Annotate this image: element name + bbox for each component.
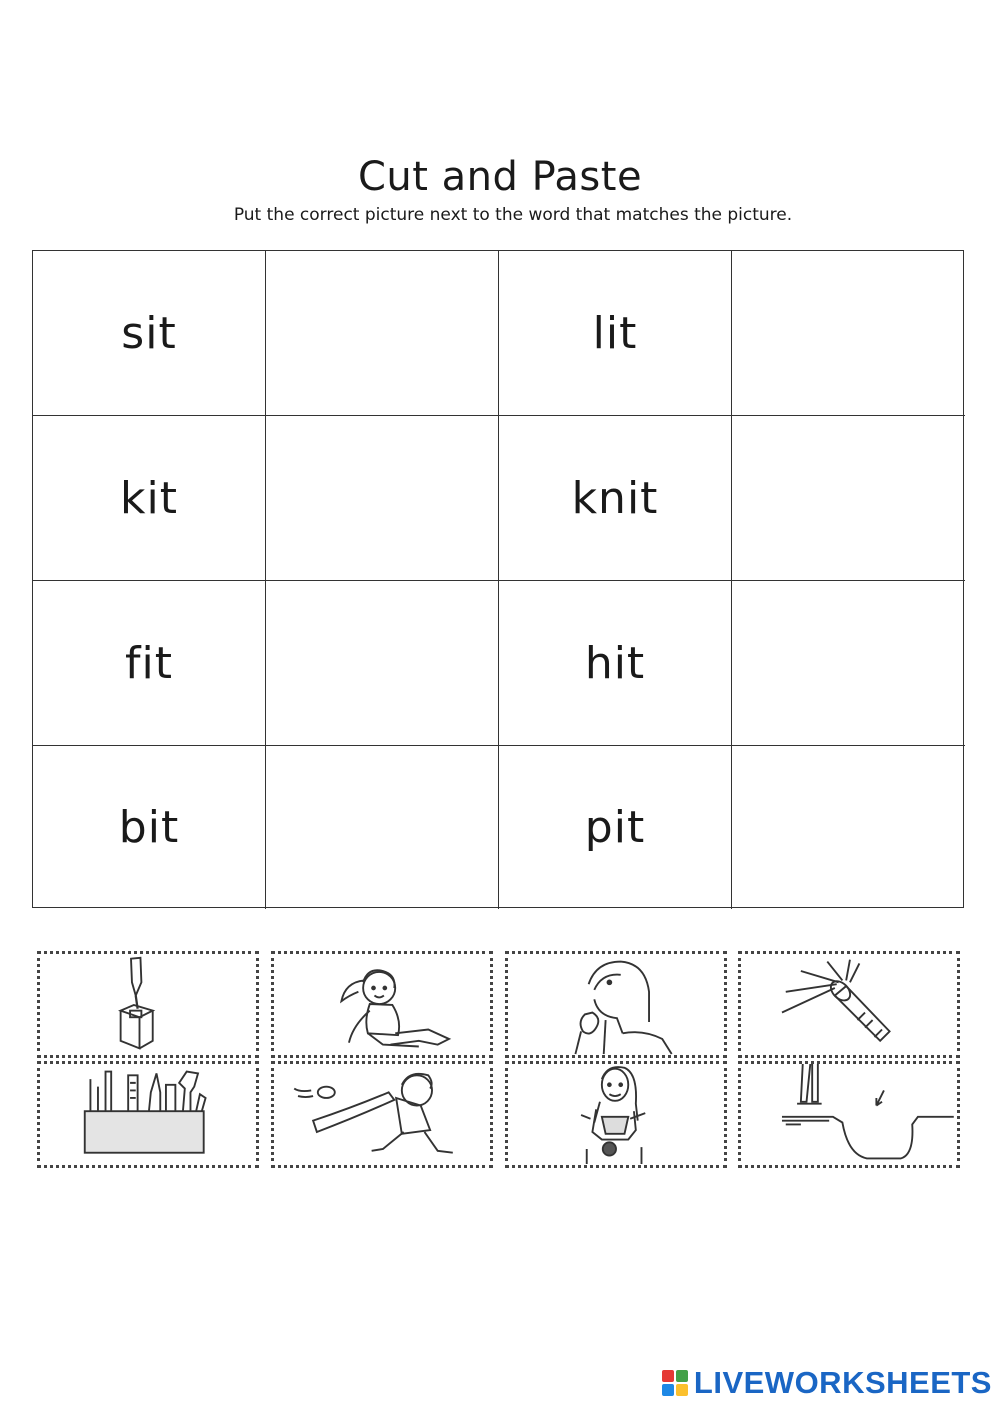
flashlight-icon bbox=[741, 954, 957, 1055]
cutout-card-2[interactable] bbox=[271, 951, 493, 1058]
girl-biting-icon bbox=[508, 954, 724, 1055]
liveworksheets-logo-icon bbox=[662, 1370, 688, 1396]
drop-zone-bit[interactable] bbox=[266, 746, 499, 909]
word-cell-kit: kit bbox=[33, 416, 266, 581]
word-cell-fit: fit bbox=[33, 581, 266, 746]
liveworksheets-logo-text: LIVEWORKSHEETS bbox=[693, 1365, 992, 1400]
liveworksheets-branding bbox=[662, 1365, 992, 1401]
boy-hitting-ball-icon bbox=[274, 1064, 490, 1165]
cutout-card-5[interactable] bbox=[37, 1061, 259, 1168]
worksheet-title: Cut and Paste bbox=[357, 154, 643, 200]
drop-zone-sit[interactable] bbox=[266, 251, 499, 416]
word-picture-table bbox=[32, 250, 964, 908]
drop-zone-hit[interactable] bbox=[732, 581, 965, 746]
cutout-card-4[interactable] bbox=[738, 951, 960, 1058]
word-cell-pit: pit bbox=[499, 746, 732, 909]
cutout-card-3[interactable] bbox=[505, 951, 727, 1058]
girl-sitting-icon bbox=[274, 954, 490, 1055]
drop-zone-kit[interactable] bbox=[266, 416, 499, 581]
pit-icon bbox=[741, 1064, 957, 1165]
word-cell-lit: lit bbox=[499, 251, 732, 416]
word-cell-knit: knit bbox=[499, 416, 732, 581]
drop-zone-lit[interactable] bbox=[732, 251, 965, 416]
drop-zone-fit[interactable] bbox=[266, 581, 499, 746]
drop-zone-knit[interactable] bbox=[732, 416, 965, 581]
tool-kit-icon bbox=[40, 1064, 256, 1165]
word-cell-bit: bit bbox=[33, 746, 266, 909]
cutout-card-8[interactable] bbox=[738, 1061, 960, 1168]
worksheet-instructions: Put the correct picture next to the word that matches the picture. bbox=[233, 205, 793, 225]
cutout-card-1[interactable] bbox=[37, 951, 259, 1058]
nail-in-block-icon bbox=[40, 954, 256, 1055]
cutout-card-7[interactable] bbox=[505, 1061, 727, 1168]
word-cell-sit: sit bbox=[33, 251, 266, 416]
drop-zone-pit[interactable] bbox=[732, 746, 965, 909]
word-cell-hit: hit bbox=[499, 581, 732, 746]
girl-knitting-icon bbox=[508, 1064, 724, 1165]
cutout-card-6[interactable] bbox=[271, 1061, 493, 1168]
